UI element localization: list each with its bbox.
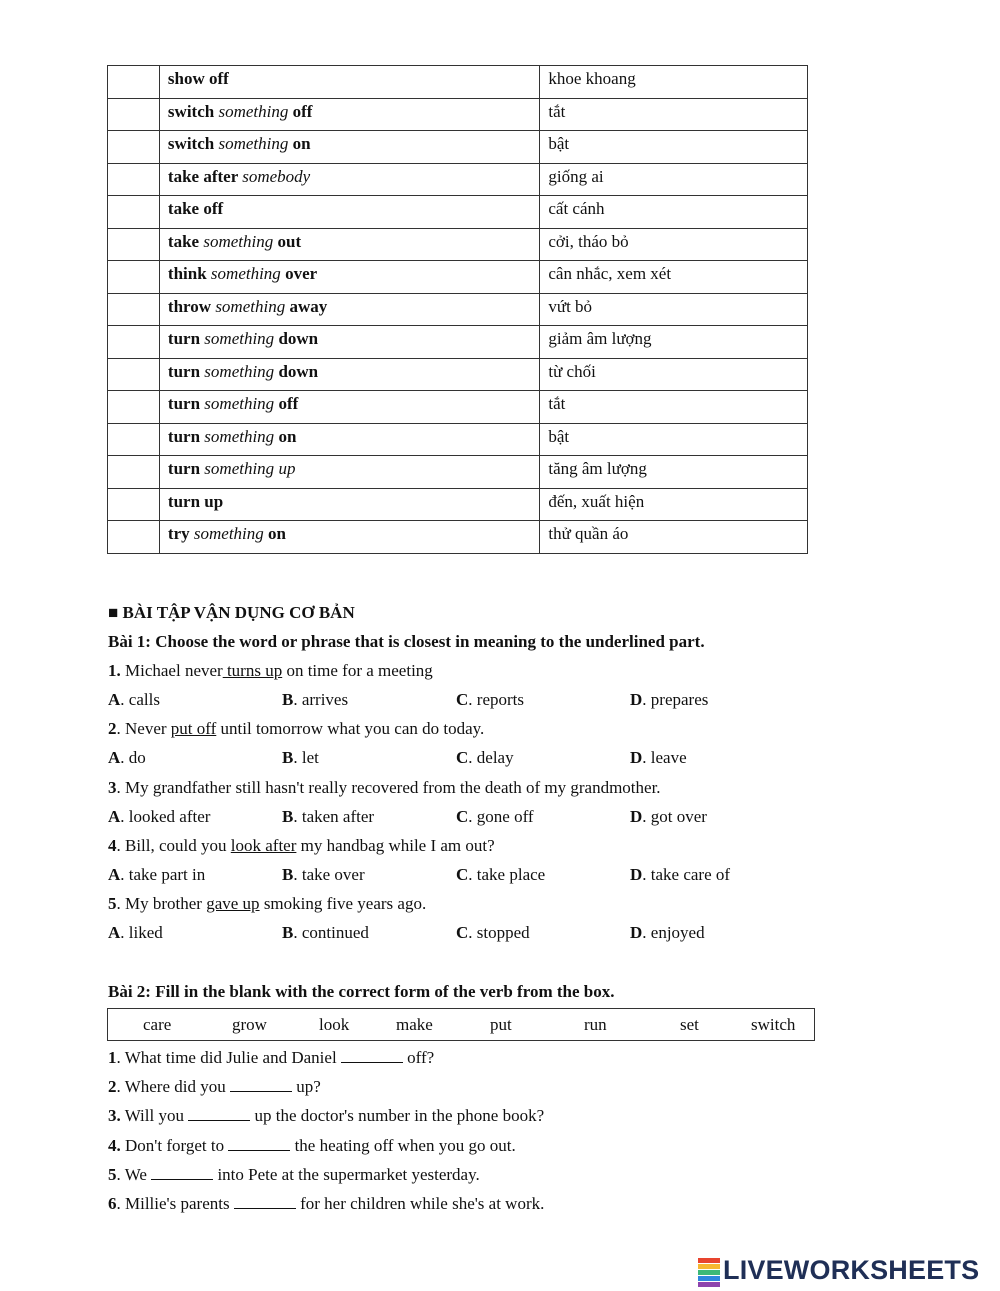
answer-option[interactable] <box>108 690 160 710</box>
box-word: run <box>584 1015 607 1034</box>
option-letter: A <box>108 923 121 943</box>
option-text: . let <box>293 748 319 768</box>
table-row <box>108 261 808 294</box>
option-letter: B <box>282 923 294 943</box>
option-letter: A <box>108 806 121 826</box>
meaning-cell: thử quần áo <box>540 521 808 554</box>
table-row <box>108 131 808 164</box>
option-text: . looked after <box>120 806 211 826</box>
table-row <box>108 456 808 489</box>
question-number: 3. <box>108 1106 121 1126</box>
box-word: make <box>396 1015 433 1034</box>
option-letter: B <box>282 864 294 884</box>
answer-option[interactable] <box>630 748 687 768</box>
verb-part: turn <box>167 426 205 446</box>
option-letter: D <box>630 690 643 709</box>
question-line <box>108 1165 480 1185</box>
meaning-cell: tắt <box>540 98 808 131</box>
answer-blank[interactable] <box>234 1194 296 1209</box>
verb-part: take off <box>167 199 224 218</box>
meaning-cell: giống ai <box>540 163 808 196</box>
question-text: Don't forget to <box>120 1135 229 1155</box>
table-row <box>108 358 808 391</box>
option-text: . prepares <box>642 690 709 709</box>
answer-option[interactable] <box>456 748 514 768</box>
meaning-cell: bật <box>540 423 808 456</box>
answer-blank[interactable] <box>151 1165 213 1180</box>
verb-part: show off <box>167 69 229 88</box>
box-word: look <box>319 1015 350 1034</box>
underlined-phrase: put off <box>170 719 217 739</box>
question-text: . We <box>116 1164 152 1184</box>
verb-part: take after <box>167 166 243 186</box>
row-number-cell <box>108 456 160 489</box>
question-line <box>108 1048 434 1068</box>
verb-part: on <box>274 426 297 446</box>
option-letter: C <box>456 806 469 826</box>
verb-part: out <box>273 231 302 251</box>
exercise1-title: Bài 1: Choose the word or phrase that is closest in meaning to the underlined part. <box>108 632 705 651</box>
verb-part: turn up <box>167 491 224 511</box>
table-row <box>108 293 808 326</box>
question-line <box>108 661 433 681</box>
phrasal-verb-cell <box>159 228 539 261</box>
question-number: 4. <box>108 1135 121 1155</box>
verb-part: take <box>167 231 204 251</box>
option-letter: D <box>630 748 643 768</box>
question-text: until tomorrow what you can do today. <box>216 719 485 739</box>
answer-option[interactable] <box>282 690 348 710</box>
question-number: 5 <box>108 894 117 914</box>
question-line <box>108 719 484 739</box>
option-text: . arrives <box>293 690 349 709</box>
phrasal-verb-cell <box>159 66 539 99</box>
question-number: 3 <box>108 777 117 797</box>
placeholder-word: something <box>204 394 275 413</box>
verb-part: down <box>274 361 319 381</box>
question-text: . My brother <box>116 894 207 914</box>
row-number-cell <box>108 66 160 99</box>
phrasal-verb-cell <box>159 293 539 326</box>
option-text: . got over <box>642 806 707 826</box>
answer-blank[interactable] <box>230 1077 292 1092</box>
question-line <box>108 778 661 798</box>
phrasal-verb-cell <box>159 196 539 229</box>
answer-option[interactable] <box>282 748 319 768</box>
phrasal-verb-cell <box>159 456 539 489</box>
verb-part: turn <box>167 459 205 478</box>
question-number: 4 <box>108 835 117 855</box>
question-text: . Never <box>116 719 171 739</box>
answer-option[interactable] <box>630 865 730 885</box>
option-text: . take place <box>468 864 546 884</box>
logo-stripe <box>698 1270 720 1275</box>
verb-part: turn <box>167 361 205 381</box>
verb-part: on <box>263 524 286 543</box>
meaning-cell: giảm âm lượng <box>540 326 808 359</box>
row-number-cell <box>108 196 160 229</box>
underlined-phrase: gave up <box>206 894 260 914</box>
option-letter: C <box>456 748 469 768</box>
option-text: . enjoyed <box>642 923 705 943</box>
phrasal-verb-cell <box>159 423 539 456</box>
option-text: . continued <box>293 923 369 943</box>
question-line <box>108 1077 321 1097</box>
placeholder-word: somebody <box>242 166 311 186</box>
answer-option[interactable] <box>282 923 369 943</box>
underlined-phrase: look after <box>230 835 297 855</box>
option-text: . taken after <box>293 806 375 826</box>
question-text: Will you <box>120 1106 189 1126</box>
verb-part: think <box>167 264 211 283</box>
option-text: . leave <box>642 748 687 768</box>
verb-part: turn <box>167 394 205 413</box>
question-text: my handbag while I am out? <box>296 835 495 855</box>
option-text: . stopped <box>468 923 530 943</box>
underlined-phrase: turns up <box>222 661 283 680</box>
logo-icon <box>698 1258 720 1284</box>
question-text: the heating off when you go out. <box>290 1135 516 1155</box>
logo-stripe <box>698 1282 720 1287</box>
placeholder-word: something <box>193 524 264 543</box>
question-text: into Pete at the supermarket yesterday. <box>213 1164 480 1184</box>
placeholder-word: something <box>204 329 275 348</box>
table-row <box>108 98 808 131</box>
verb-part: try <box>167 524 194 543</box>
option-letter: A <box>108 864 121 884</box>
answer-option[interactable] <box>456 807 534 827</box>
table-row <box>108 228 808 261</box>
answer-option[interactable] <box>282 807 374 827</box>
answer-option[interactable] <box>108 748 146 768</box>
option-text: . liked <box>120 923 163 943</box>
table-row <box>108 488 808 521</box>
answer-blank[interactable] <box>341 1048 403 1063</box>
box-word: care <box>143 1015 172 1034</box>
row-number-cell <box>108 261 160 294</box>
answer-option[interactable] <box>630 690 708 710</box>
question-text: . What time did Julie and Daniel <box>116 1048 341 1067</box>
option-letter: C <box>456 864 469 884</box>
option-text: . calls <box>120 690 160 709</box>
answer-blank[interactable] <box>188 1106 250 1121</box>
row-number-cell <box>108 131 160 164</box>
question-text: . Where did you <box>116 1077 230 1097</box>
option-text: . delay <box>468 748 514 768</box>
phrasal-verb-cell <box>159 98 539 131</box>
placeholder-word: something <box>218 101 289 121</box>
question-line <box>108 894 426 914</box>
question-text: . Bill, could you <box>116 835 231 855</box>
placeholder-word: something <box>204 459 275 478</box>
table-row <box>108 423 808 456</box>
question-text: up? <box>291 1077 321 1097</box>
question-line <box>108 1194 544 1214</box>
question-text: . My grandfather still hasn't really recovered from the death of my grandmother. <box>116 777 661 797</box>
answer-option[interactable] <box>108 865 205 885</box>
exercise2-title: Bài 2: Fill in the blank with the correct form of the verb from the box. <box>108 982 615 1001</box>
row-number-cell <box>108 391 160 424</box>
placeholder-word: something <box>218 134 289 153</box>
word-box <box>107 1008 815 1041</box>
meaning-cell: tăng âm lượng <box>540 456 808 489</box>
logo-stripe <box>698 1258 720 1263</box>
row-number-cell <box>108 488 160 521</box>
row-number-cell <box>108 163 160 196</box>
phrasal-verb-cell <box>159 326 539 359</box>
meaning-cell: cân nhắc, xem xét <box>540 261 808 294</box>
option-text: . do <box>120 748 146 768</box>
option-letter: A <box>108 748 121 768</box>
question-text: Michael never <box>120 661 223 680</box>
question-text: . Millie's parents <box>116 1194 234 1213</box>
answer-option[interactable] <box>456 865 545 885</box>
meaning-cell: cất cánh <box>540 196 808 229</box>
question-number: 5 <box>108 1164 117 1184</box>
question-text: on time for a meeting <box>282 661 433 680</box>
question-number: 6 <box>108 1194 117 1213</box>
verb-part: over <box>280 264 318 283</box>
answer-option[interactable] <box>630 923 705 943</box>
meaning-cell: vứt bỏ <box>540 293 808 326</box>
placeholder-word: something <box>203 231 274 251</box>
logo-text: LIVEWORKSHEETS <box>723 1255 980 1285</box>
meaning-cell: cởi, tháo bỏ <box>540 228 808 261</box>
answer-option[interactable] <box>630 807 707 827</box>
option-letter: B <box>282 690 294 709</box>
table-row <box>108 66 808 99</box>
question-text: for her children while she's at work. <box>295 1194 545 1213</box>
verb-part: turn <box>167 329 205 348</box>
row-number-cell <box>108 423 160 456</box>
table-row <box>108 521 808 554</box>
question-text: off? <box>402 1048 435 1067</box>
verb-part: throw <box>167 296 216 316</box>
box-word: put <box>490 1015 512 1034</box>
box-word: grow <box>232 1015 267 1034</box>
option-letter: C <box>456 923 469 943</box>
question-line <box>108 836 495 856</box>
row-number-cell <box>108 326 160 359</box>
answer-blank[interactable] <box>228 1136 290 1151</box>
phrasal-verb-cell <box>159 163 539 196</box>
logo-stripe <box>698 1264 720 1269</box>
phrasal-verb-cell <box>159 358 539 391</box>
question-number: 2 <box>108 719 117 739</box>
vocab-table <box>107 65 808 554</box>
answer-option[interactable] <box>456 923 530 943</box>
verb-part: away <box>285 296 328 316</box>
placeholder-word: up <box>274 459 296 478</box>
phrasal-verb-cell <box>159 391 539 424</box>
question-number: 1 <box>108 1048 117 1067</box>
phrasal-verb-cell <box>159 488 539 521</box>
question-number: 2 <box>108 1077 117 1097</box>
row-number-cell <box>108 358 160 391</box>
verb-part: on <box>288 134 311 153</box>
option-letter: D <box>630 806 643 826</box>
phrasal-verb-cell <box>159 521 539 554</box>
meaning-cell: từ chối <box>540 358 808 391</box>
question-text: smoking five years ago. <box>259 894 427 914</box>
meaning-cell: đến, xuất hiện <box>540 488 808 521</box>
phrasal-verb-cell <box>159 261 539 294</box>
question-line <box>108 1136 516 1156</box>
answer-option[interactable] <box>108 807 210 827</box>
verb-part: off <box>274 394 299 413</box>
question-text: up the doctor's number in the phone book? <box>250 1106 545 1126</box>
option-letter: C <box>456 690 469 709</box>
question-line <box>108 1106 544 1126</box>
phrasal-verb-cell <box>159 131 539 164</box>
option-letter: A <box>108 690 121 709</box>
table-row <box>108 326 808 359</box>
answer-option[interactable] <box>108 923 163 943</box>
placeholder-word: something <box>215 296 286 316</box>
option-text: . gone off <box>468 806 534 826</box>
liveworksheets-logo <box>698 1255 979 1286</box>
verb-part: off <box>288 101 313 121</box>
option-text: . reports <box>468 690 524 709</box>
option-letter: B <box>282 748 294 768</box>
table-row <box>108 163 808 196</box>
verb-part: switch <box>167 101 219 121</box>
option-text: . take part in <box>120 864 206 884</box>
meaning-cell: tắt <box>540 391 808 424</box>
row-number-cell <box>108 293 160 326</box>
box-word: set <box>680 1015 699 1034</box>
option-letter: B <box>282 806 294 826</box>
placeholder-word: something <box>204 426 275 446</box>
meaning-cell: bật <box>540 131 808 164</box>
option-letter: D <box>630 923 643 943</box>
row-number-cell <box>108 98 160 131</box>
table-row <box>108 391 808 424</box>
verb-part: switch <box>167 134 219 153</box>
verb-part: down <box>274 329 319 348</box>
meaning-cell: khoe khoang <box>540 66 808 99</box>
question-number: 1. <box>108 661 121 680</box>
option-text: . take care of <box>642 864 731 884</box>
row-number-cell <box>108 228 160 261</box>
section-title: ■ BÀI TẬP VẬN DỤNG CƠ BẢN <box>108 603 355 622</box>
box-word: switch <box>751 1015 796 1034</box>
logo-stripe <box>698 1276 720 1281</box>
placeholder-word: something <box>210 264 281 283</box>
placeholder-word: something <box>204 361 275 381</box>
option-letter: D <box>630 864 643 884</box>
option-text: . take over <box>293 864 365 884</box>
row-number-cell <box>108 521 160 554</box>
table-row <box>108 196 808 229</box>
answer-option[interactable] <box>456 690 524 710</box>
answer-option[interactable] <box>282 865 365 885</box>
